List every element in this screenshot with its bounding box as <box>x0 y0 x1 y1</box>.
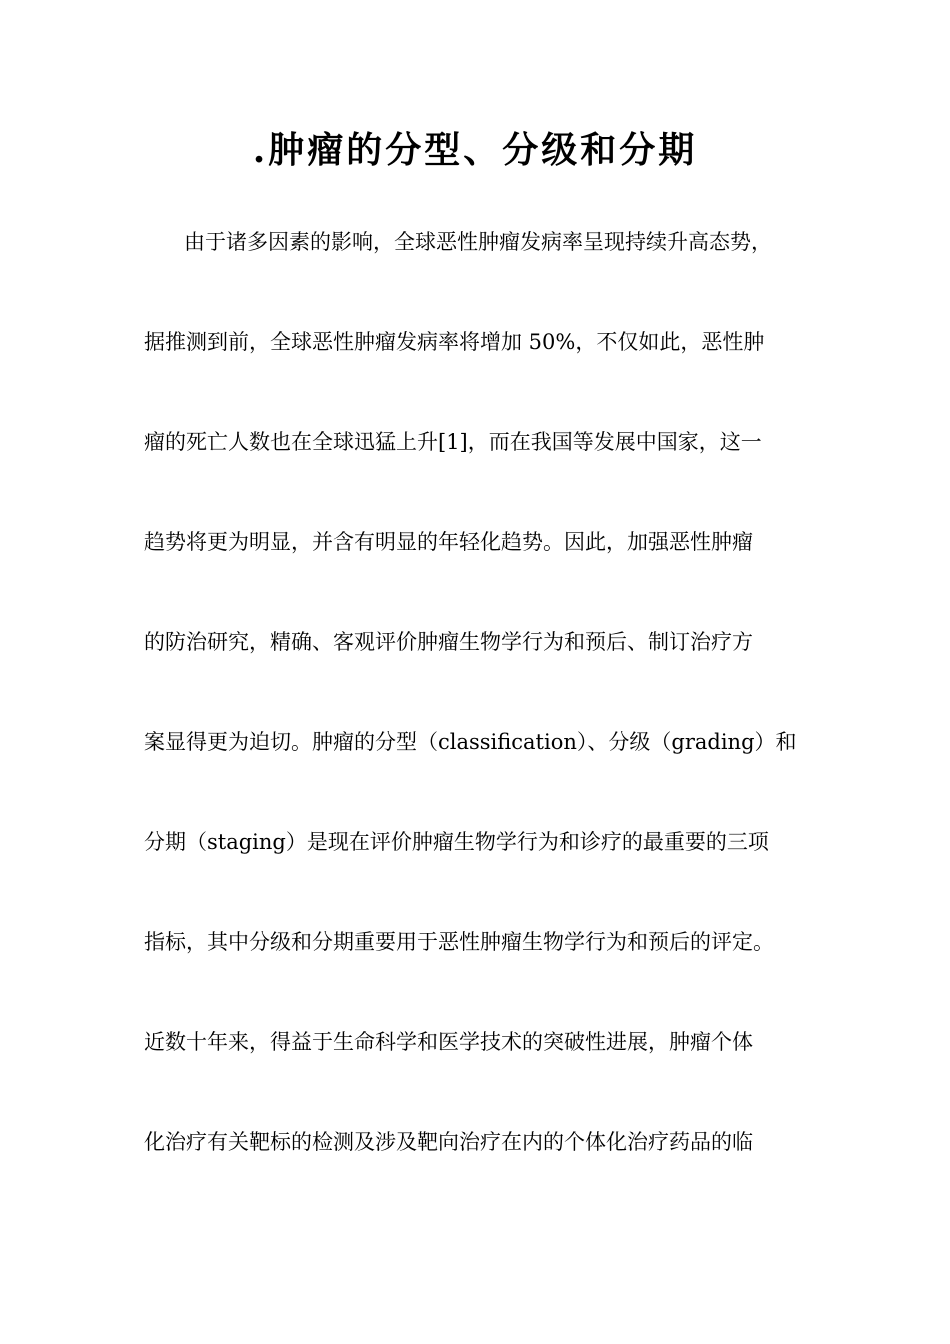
body-line: 瘤的死亡人数也在全球迅猛上升[1]，而在我国等发展中国家，这一 <box>144 430 762 454</box>
body-line: 的防治研究，精确、客观评价肿瘤生物学行为和预后、制订治疗方 <box>144 630 753 654</box>
body-line: 据推测到前，全球恶性肿瘤发病率将增加 50%，不仅如此，恶性肿 <box>144 330 765 354</box>
body-line: 指标，其中分级和分期重要用于恶性肿瘤生物学行为和预后的评定。 <box>144 930 774 954</box>
body-line: 由于诸多因素的影响，全球恶性肿瘤发病率呈现持续升高态势， <box>184 230 772 254</box>
body-line: 化治疗有关靶标的检测及涉及靶向治疗在内的个体化治疗药品的临 <box>144 1130 753 1154</box>
body-line: 趋势将更为明显，并含有明显的年轻化趋势。因此，加强恶性肿瘤 <box>144 530 753 554</box>
document-body <box>144 212 824 1212</box>
document-title: .肿瘤的分型、分级和分期 <box>252 129 698 171</box>
body-line: 近数十年来，得益于生命科学和医学技术的突破性进展，肿瘤个体 <box>144 1030 753 1054</box>
body-line: 案显得更为迫切。肿瘤的分型（classification）、分级（grading）和 <box>144 730 797 754</box>
body-line: 分期（staging）是现在评价肿瘤生物学行为和诊疗的最重要的三项 <box>144 830 769 854</box>
